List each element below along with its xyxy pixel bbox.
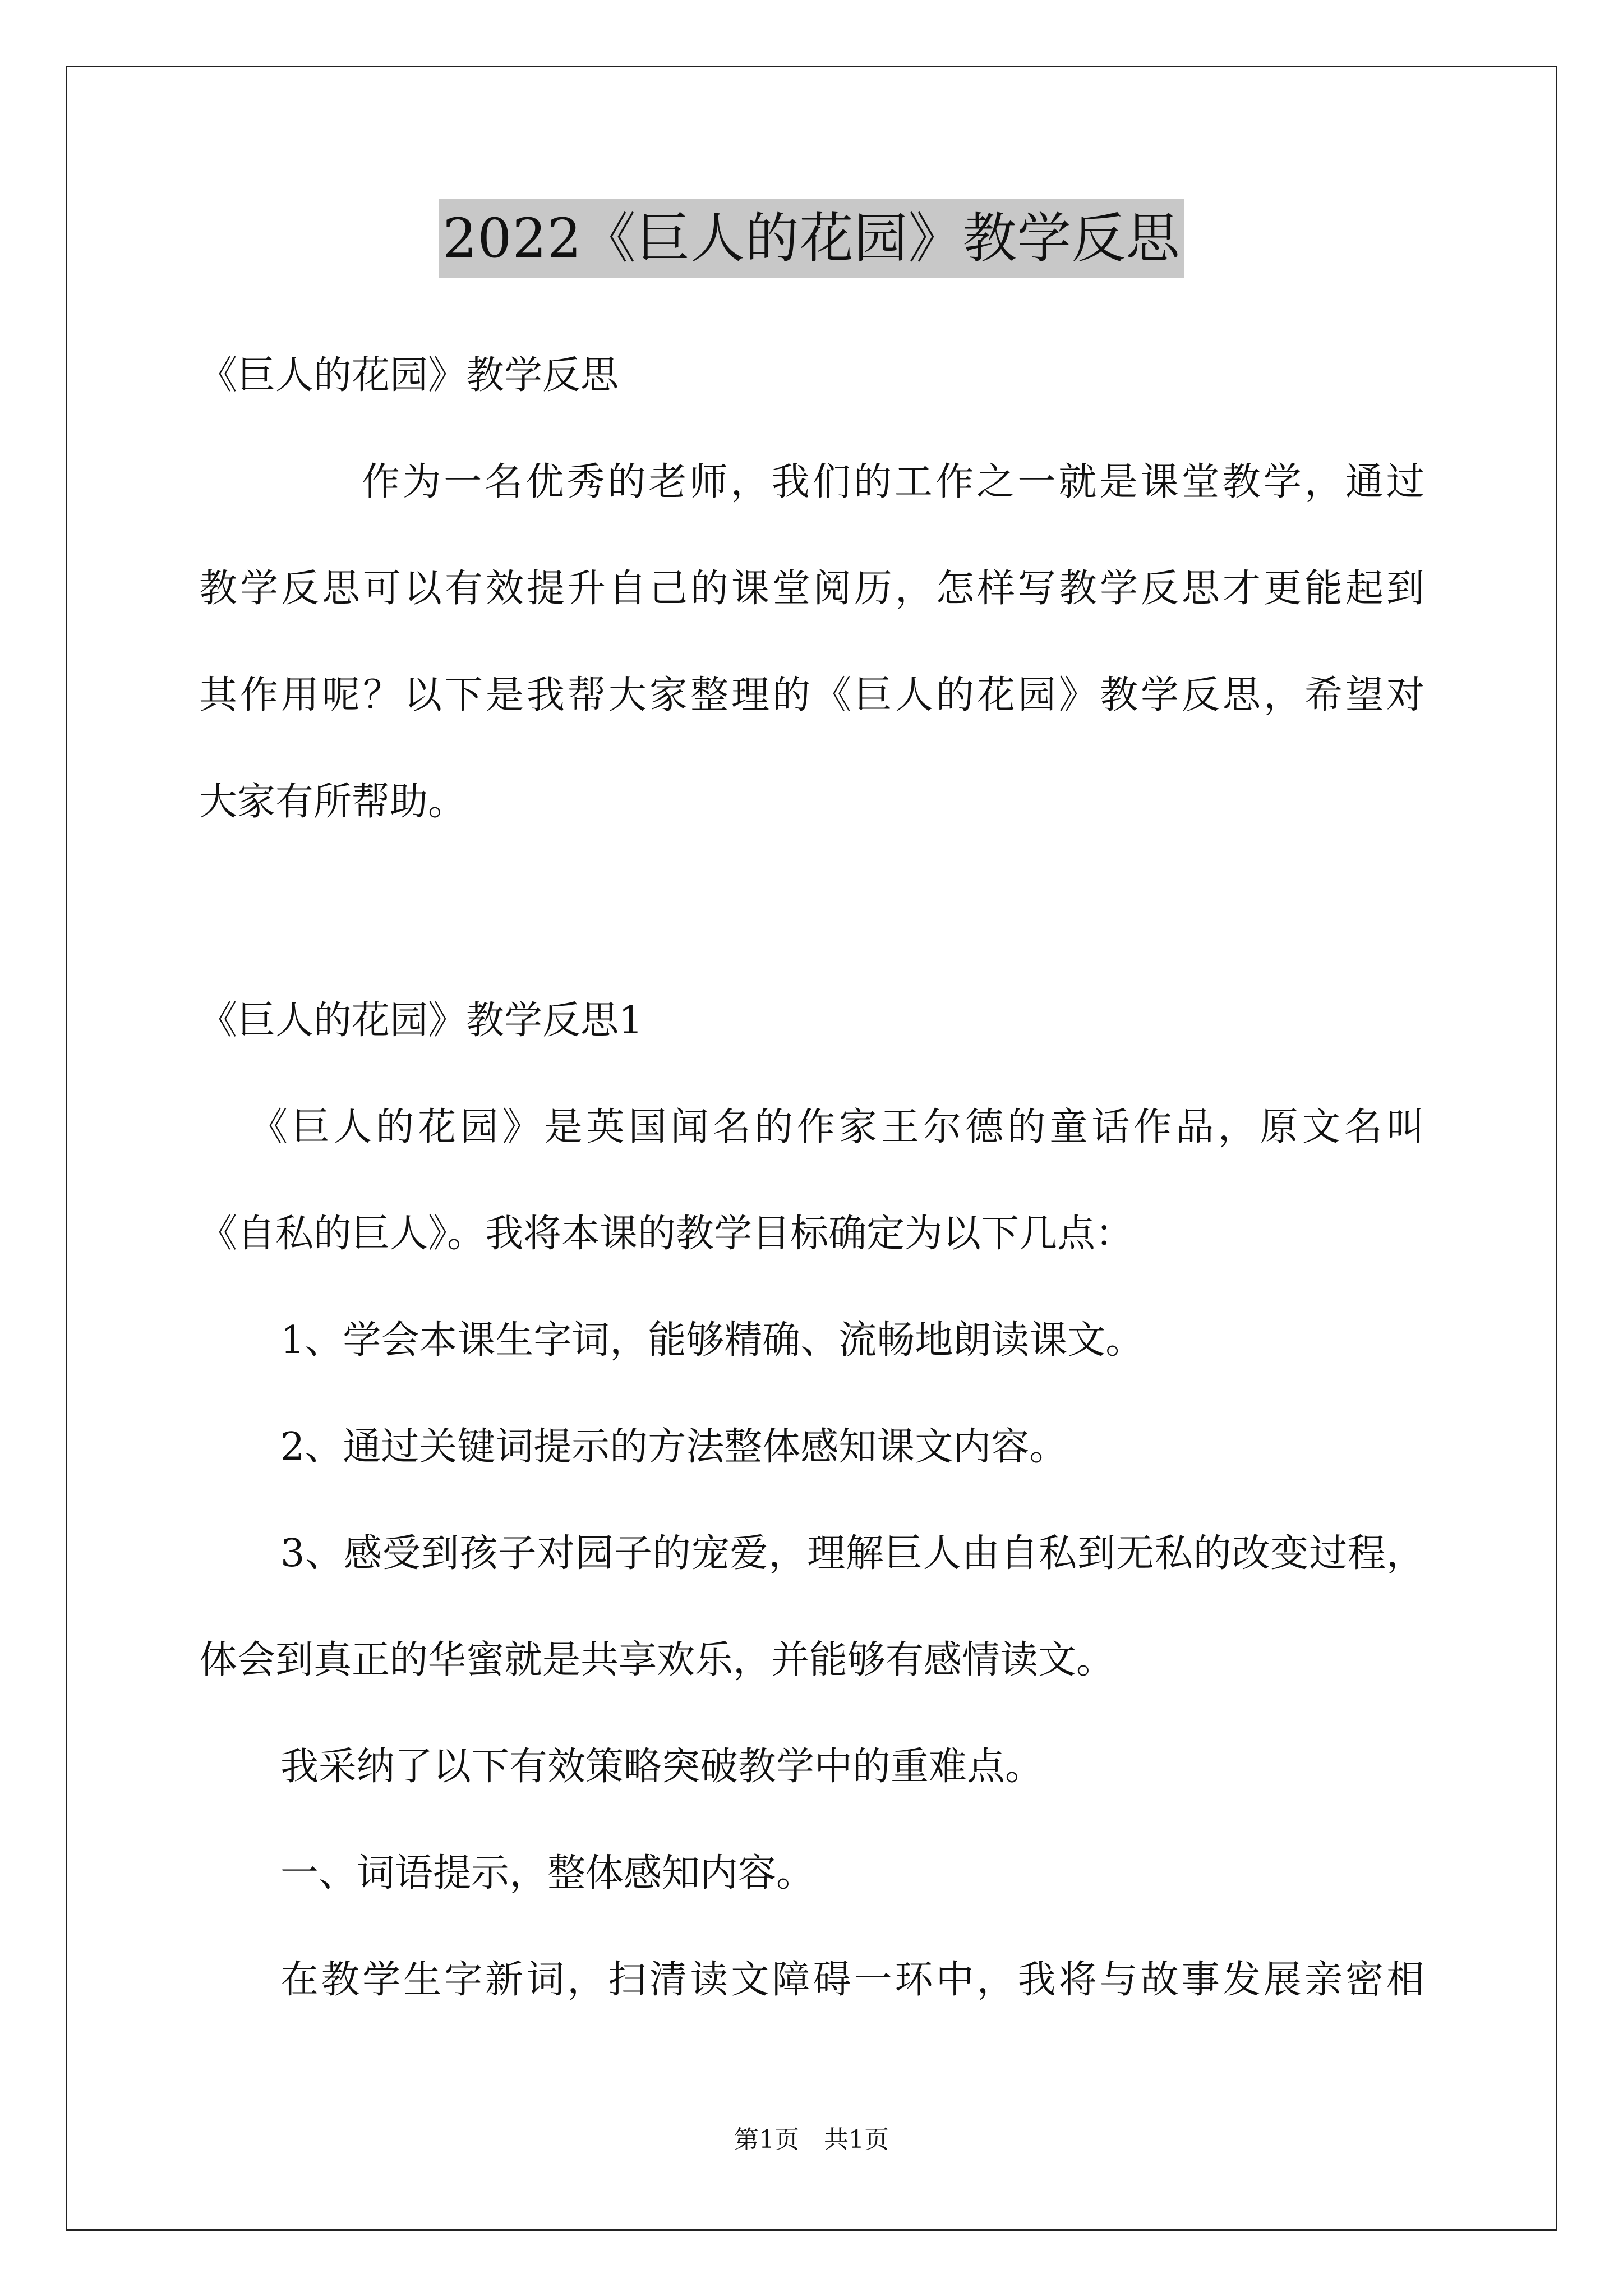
intro-paragraph-line-4: 大家有所帮助。	[199, 780, 467, 824]
objective-item-3-line-1: 3、感受到孩子对园子的宠爱，理解巨人由自私到无私的改变过程，	[280, 1531, 1424, 1576]
body-paragraph-1-line-2: 《自私的巨人》。我将本课的教学目标确定为以下几点：	[199, 1212, 1134, 1256]
subtitle-line: 《巨人的花园》教学反思	[199, 353, 619, 398]
objective-item-1: 1、学会本课生字词，能够精确、流畅地朗读课文。	[280, 1318, 1144, 1363]
objective-item-3-line-2: 体会到真正的华蜜就是共享欢乐，并能够有感情读文。	[199, 1638, 1115, 1682]
strategy-paragraph-line-1: 在教学生字新词，扫清读文障碍一环中，我将与故事发展亲密相	[280, 1958, 1424, 2002]
section-heading: 《巨人的花园》教学反思1	[199, 999, 643, 1043]
strategy-intro-line: 我采纳了以下有效策略突破教学中的重难点。	[280, 1745, 1044, 1789]
intro-paragraph-line-3: 其作用呢？以下是我帮大家整理的《巨人的花园》教学反思，希望对	[199, 673, 1424, 717]
body-paragraph-1-line-1: 《巨人的花园》是英国闻名的作家王尔德的童话作品，原文名叫	[250, 1105, 1424, 1149]
title-container	[0, 199, 1623, 278]
intro-paragraph-line-1: 作为一名优秀的老师，我们的工作之一就是课堂教学，通过	[362, 460, 1424, 504]
page-footer: 第1页 共1页	[734, 2125, 889, 2154]
strategy-heading-1: 一、词语提示，整体感知内容。	[280, 1851, 815, 1895]
objective-item-2: 2、通过关键词提示的方法整体感知课文内容。	[280, 1425, 1068, 1469]
intro-paragraph-line-2: 教学反思可以有效提升自己的课堂阅历，怎样写教学反思才更能起到	[199, 567, 1424, 611]
document-title: 2022《巨人的花园》教学反思	[439, 199, 1183, 278]
